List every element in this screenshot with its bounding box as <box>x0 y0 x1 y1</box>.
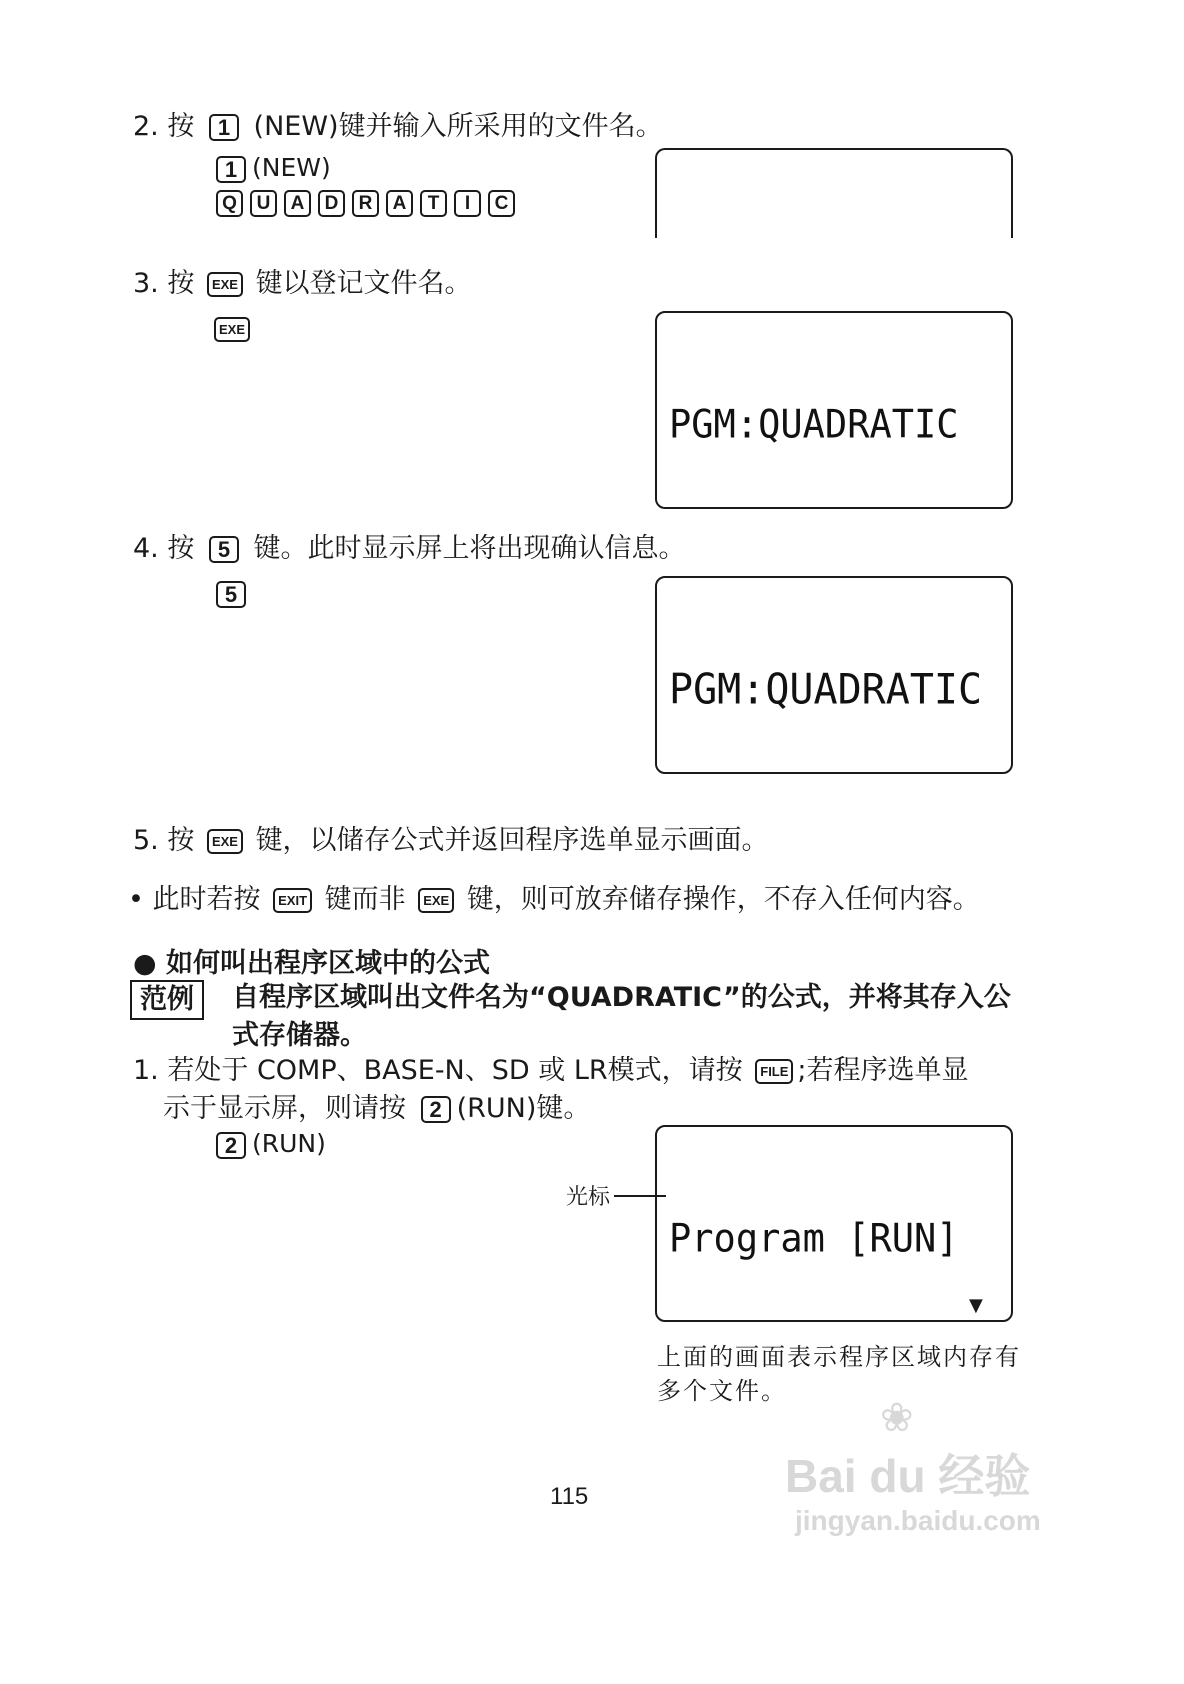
key-2: 2 <box>216 1132 246 1159</box>
step-4-instruction: 4. 按 5 键。此时显示屏上将出现确认信息。 <box>133 533 686 564</box>
step-2-instruction: 2. 按 1 (NEW)键并输入所采用的文件名。 <box>133 111 663 142</box>
key-2: 2 <box>421 1096 451 1123</box>
lcd-program-menu <box>655 311 1013 509</box>
letter-key: C <box>488 190 515 217</box>
step-b1-instruction: 1. 若处于 COMP、BASE-N、SD 或 LR模式，请按 FILE ;若程序选单显 示于显示屏，则请按 2 (RUN)键。 <box>133 1055 969 1124</box>
example-description: 自程序区域叫出文件名为“QUADRATIC”的公式，并将其存入公 式存储器。 <box>232 982 1011 1051</box>
step-2-keys: 1 (NEW) <box>216 152 331 184</box>
step-number: 3. <box>133 268 159 299</box>
letter-key: I <box>454 190 481 217</box>
down-arrow-icon: ▼ <box>969 1295 983 1316</box>
key-exe: EXE <box>207 829 243 854</box>
lcd-program-run <box>655 1125 1013 1322</box>
step-3-keys <box>214 312 254 344</box>
step-4-keys <box>216 577 252 609</box>
key-file: FILE <box>755 1059 793 1084</box>
lcd-line: Program [RUN] <box>669 1215 959 1262</box>
lcd-filename <box>655 148 1013 238</box>
page-number: 115 <box>550 1483 589 1510</box>
letter-key: Q <box>216 190 243 217</box>
key-exe: EXE <box>214 317 250 342</box>
key-1: 1 <box>209 114 239 141</box>
lcd-line: PGM:QUADRATIC <box>669 401 959 448</box>
key-exit: EXIT <box>273 888 312 913</box>
letter-key: T <box>420 190 447 217</box>
cursor-label: 光标 <box>566 1185 611 1210</box>
example-label: 范例 <box>130 980 204 1020</box>
lcd-save-confirm <box>655 576 1013 774</box>
step-b1-keys: 2 (RUN) <box>216 1128 326 1160</box>
step-number: 5. <box>133 825 159 856</box>
step-5-instruction: 5. 按 EXE 键，以储存公式并返回程序选单显示画面。 <box>133 825 769 856</box>
lcd-line: PGM:QUADRATIC <box>669 665 983 715</box>
key-5: 5 <box>209 536 239 563</box>
letter-key: D <box>318 190 345 217</box>
watermark-url: jingyan.baidu.com <box>795 1505 1041 1536</box>
key-exe: EXE <box>418 888 454 913</box>
key-5: 5 <box>216 581 246 608</box>
step-number: 4. <box>133 533 159 564</box>
step-3-instruction: 3. 按 EXE 键以登记文件名。 <box>133 268 472 299</box>
letter-keys <box>216 186 522 218</box>
lcd-caption: 上面的画面表示程序区域内存有 多个文件。 <box>657 1343 1021 1405</box>
letter-key: A <box>284 190 311 217</box>
letter-key: A <box>386 190 413 217</box>
paw-logo-icon: ❀ <box>880 1396 914 1440</box>
letter-key: R <box>352 190 379 217</box>
step-number: 1. <box>133 1055 159 1086</box>
section-heading: ● 如何叫出程序区域中的公式 <box>133 948 490 979</box>
cursor-callout <box>566 1180 610 1211</box>
step-number: 2. <box>133 111 159 142</box>
key-exe: EXE <box>207 272 243 297</box>
key-1: 1 <box>216 156 246 183</box>
letter-key: U <box>250 190 277 217</box>
watermark-brand: Bai du 经验 <box>785 1450 1031 1502</box>
note-cancel: • 此时若按 EXIT 键而非 EXE 键，则可放弃储存操作，不存入任何内容。 <box>128 884 980 915</box>
